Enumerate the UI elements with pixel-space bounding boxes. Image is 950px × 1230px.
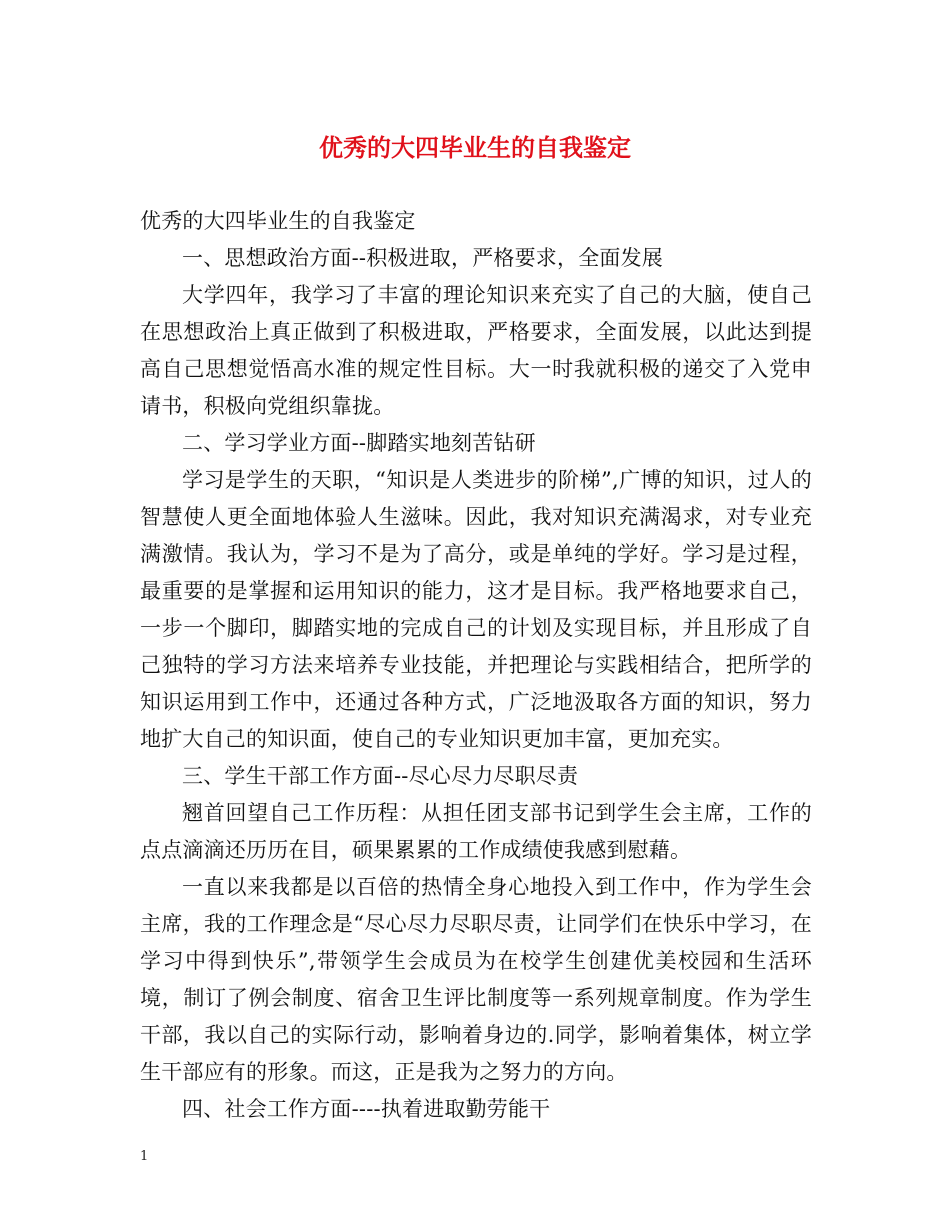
paragraph-political: 大学四年，我学习了丰富的理论知识来充实了自己的大脑，使自己在思想政治上真正做到了积极进取，严格要求，全面发展，以此达到提高自己思想觉悟高水准的规定性目标。大一时我就积极的递交了入党申请书，积极向党组织靠拢。	[140, 283, 812, 418]
paragraph-cadre-work: 一直以来我都是以百倍的热情全身心地投入到工作中，作为学生会主席，我的工作理念是“尽心尽力尽职尽责，让同学们在快乐中学习，在学习中得到快乐”,带领学生会成员为在校学生创建优美校园和生活环境，制订了例会制度、宿舍卫生评比制度等一系列规章制度。作为学生干部，我以自己的实际行动，影响着身边的.同学，影响着集体，树立学生干部应有的形象。而这，正是我为之努力的方向。	[140, 875, 812, 1084]
page-number: 1	[140, 1149, 149, 1164]
body-heading: 优秀的大四毕业生的自我鉴定	[140, 209, 416, 233]
section-heading-study: 二、学习学业方面--脚踏实地刻苦钻研	[182, 431, 536, 455]
document-body	[140, 203, 812, 1128]
section-heading-political: 一、思想政治方面--积极进取，严格要求，全面发展	[182, 246, 663, 270]
paragraph-cadre-review: 翘首回望自己工作历程：从担任团支部书记到学生会主席，工作的点点滴滴还历历在目，硕果累累的工作成绩使我感到慰藉。	[140, 801, 812, 862]
paragraph-study: 学习是学生的天职，“知识是人类进步的阶梯”,广博的知识，过人的智慧使人更全面地体验人生滋味。因此，我对知识充满渴求，对专业充满激情。我认为，学习不是为了高分，或是单纯的学好。学习是过程，最重要的是掌握和运用知识的能力，这才是目标。我严格地要求自己，一步一个脚印，脚踏实地的完成自己的计划及实现目标，并且形成了自己独特的学习方法来培养专业技能，并把理论与实践相结合，把所学的知识运用到工作中，还通过各种方式，广泛地汲取各方面的知识，努力地扩大自己的知识面，使自己的专业知识更加丰富，更加充实。	[140, 468, 812, 751]
section-heading-cadre-work: 三、学生干部工作方面--尽心尽力尽职尽责	[182, 764, 579, 788]
section-heading-social-work: 四、社会工作方面----执着进取勤劳能干	[182, 1097, 551, 1121]
document-title: 优秀的大四毕业生的自我鉴定	[319, 133, 631, 162]
